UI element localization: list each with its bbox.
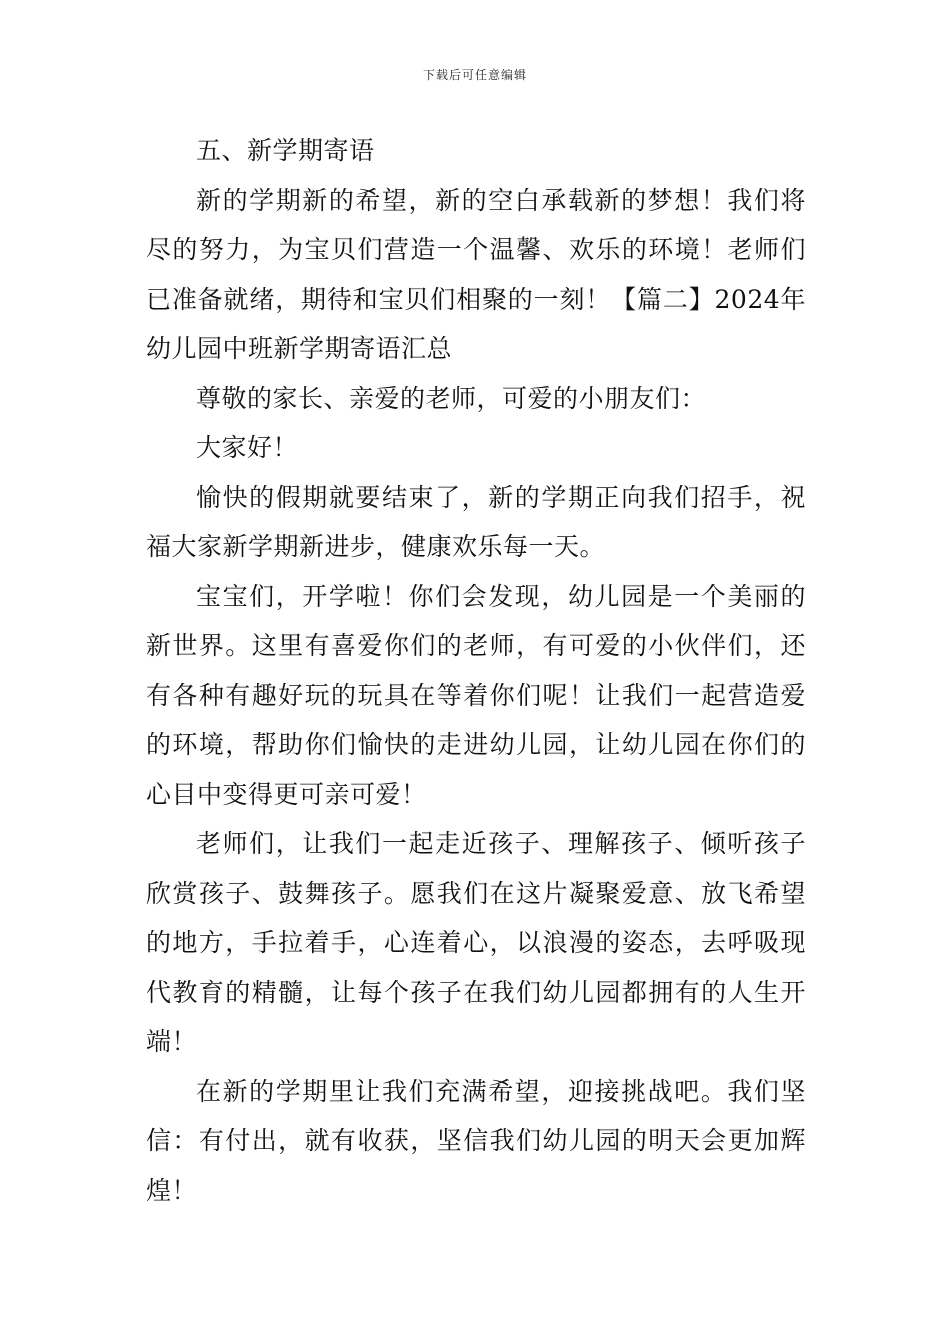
greeting: 大家好！ xyxy=(196,433,299,462)
paragraph: 老师们，让我们一起走近孩子、理解孩子、倾听孩子欣赏孩子、鼓舞孩子。愿我们在这片凝聚爱意、放飞希望的地方，手拉着手，心连着心，以浪漫的姿态，去呼吸现代教育的精髓，让每个孩子在我们幼儿园都拥有的人生开端！ xyxy=(146,829,806,1056)
document-body xyxy=(146,126,806,1215)
salutation: 尊敬的家长、亲爱的老师，可爱的小朋友们： xyxy=(196,383,707,413)
section-heading: 五、新学期寄语 xyxy=(196,136,375,165)
paragraph: 宝宝们，开学啦！你们会发现，幼儿园是一个美丽的新世界。这里有喜爱你们的老师，有可爱的小伙伴们，还有各种有趣好玩的玩具在等着你们呢！让我们一起营造爱的环境，帮助你们愉快的走进幼儿园，让幼儿园在你们的心目中变得更可亲可爱！ xyxy=(146,581,806,809)
paragraph: 在新的学期里让我们充满希望，迎接挑战吧。我们坚信：有付出，就有收获，坚信我们幼儿园的明天会更加辉煌！ xyxy=(146,1076,806,1205)
paragraph: 愉快的假期就要结束了，新的学期正向我们招手，祝福大家新学期新进步，健康欢乐每一天。 xyxy=(146,482,806,561)
paragraph: 新的学期新的希望，新的空白承载新的梦想！我们将尽的努力，为宝贝们营造一个温馨、欢乐的环境！老师们已准备就绪，期待和宝贝们相聚的一刻！【篇二】2024年幼儿园中班新学期寄语汇总 xyxy=(146,185,806,363)
page-header-note: 下载后可任意编辑 xyxy=(422,68,527,82)
